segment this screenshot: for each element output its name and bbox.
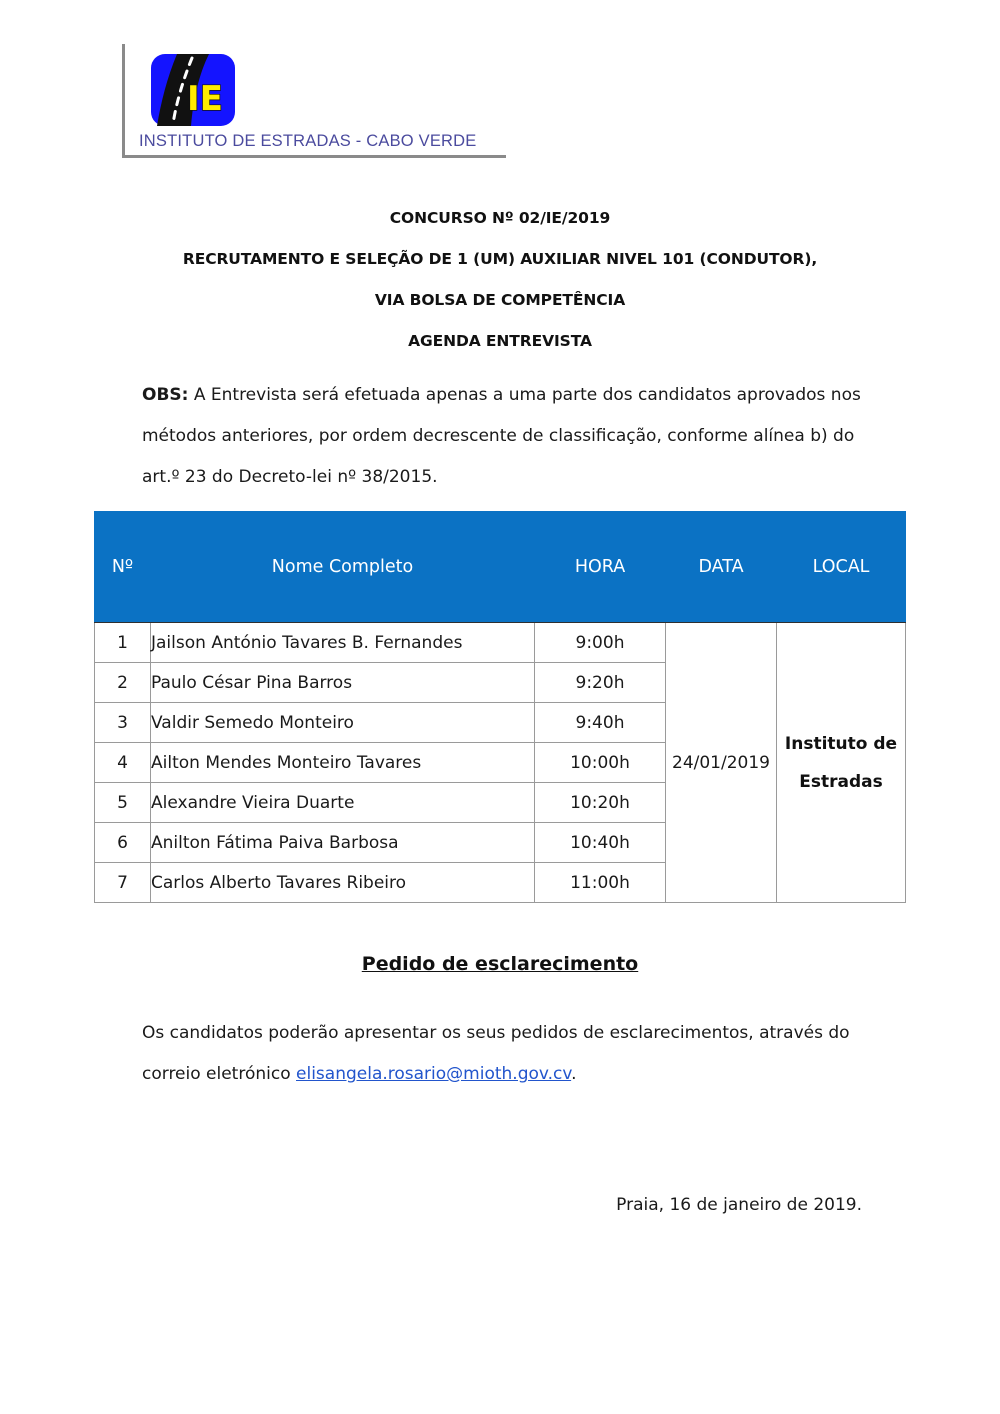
cell-hora: 9:00h: [535, 623, 666, 663]
document-title-block: [0, 198, 1000, 362]
place-and-date: Praia, 16 de janeiro de 2019.: [616, 1195, 862, 1215]
letterhead: [122, 44, 506, 158]
cell-hora: 9:40h: [535, 703, 666, 743]
cell-num: 3: [95, 703, 151, 743]
title-line-via-bolsa: VIA BOLSA DE COMPETÊNCIA: [374, 291, 626, 309]
cell-hora: 10:00h: [535, 743, 666, 783]
column-header-num: Nº: [95, 512, 151, 623]
table-header-row: [95, 512, 906, 623]
column-header-hora: HORA: [535, 512, 666, 623]
column-header-name: Nome Completo: [151, 512, 535, 623]
title-line-recrutamento: RECRUTAMENTO E SELEÇÃO DE 1 (UM) AUXILIAR NIVEL 101 (CONDUTOR),: [182, 250, 818, 268]
title-line-agenda: AGENDA ENTREVISTA: [408, 332, 592, 350]
cell-hora: 10:40h: [535, 823, 666, 863]
cell-hora: 11:00h: [535, 863, 666, 903]
table-row: [95, 623, 906, 663]
cell-num: 1: [95, 623, 151, 663]
cell-data-merged: 24/01/2019: [666, 623, 777, 903]
cell-candidate-name: Carlos Alberto Tavares Ribeiro: [151, 863, 535, 903]
cell-num: 6: [95, 823, 151, 863]
organization-name: INSTITUTO DE ESTRADAS - CABO VERDE: [139, 132, 477, 150]
cell-hora: 10:20h: [535, 783, 666, 823]
title-line-concurso: CONCURSO Nº 02/IE/2019: [389, 209, 611, 227]
cell-hora: 9:20h: [535, 663, 666, 703]
local-line-2: Estradas: [799, 771, 883, 792]
cell-candidate-name: Ailton Mendes Monteiro Tavares: [151, 743, 535, 783]
interview-schedule-table: [94, 511, 905, 903]
cell-num: 7: [95, 863, 151, 903]
pedido-paragraph: [142, 1013, 868, 1095]
institute-roads-logo-icon: [147, 50, 239, 130]
observation-paragraph: [142, 375, 868, 498]
cell-candidate-name: Anilton Fátima Paiva Barbosa: [151, 823, 535, 863]
column-header-data: DATA: [666, 512, 777, 623]
cell-num: 5: [95, 783, 151, 823]
obs-text: A Entrevista será efetuada apenas a uma parte dos candidatos aprovados nos métodos anteriores, por ordem decrescente de classificação, conforme alínea b) do art.º 23 do Decreto-lei nº 38/2015.: [142, 385, 861, 487]
cell-candidate-name: Alexandre Vieira Duarte: [151, 783, 535, 823]
obs-label: OBS:: [142, 385, 189, 405]
pedido-heading: Pedido de esclarecimento: [361, 953, 639, 975]
cell-num: 2: [95, 663, 151, 703]
cell-num: 4: [95, 743, 151, 783]
local-line-1: Instituto de: [784, 733, 898, 754]
column-header-local: LOCAL: [777, 512, 906, 623]
cell-candidate-name: Paulo César Pina Barros: [151, 663, 535, 703]
pedido-text-after: .: [571, 1064, 577, 1084]
pedido-text-before: Os candidatos poderão apresentar os seus pedidos de esclarecimentos, através do correio eletrónico: [142, 1023, 850, 1084]
cell-candidate-name: Valdir Semedo Monteiro: [151, 703, 535, 743]
contact-email-link[interactable]: elisangela.rosario@mioth.gov.cv: [296, 1064, 572, 1084]
cell-candidate-name: Jailson António Tavares B. Fernandes: [151, 623, 535, 663]
svg-text:IE: IE: [187, 79, 223, 119]
cell-local-merged: [777, 623, 906, 903]
